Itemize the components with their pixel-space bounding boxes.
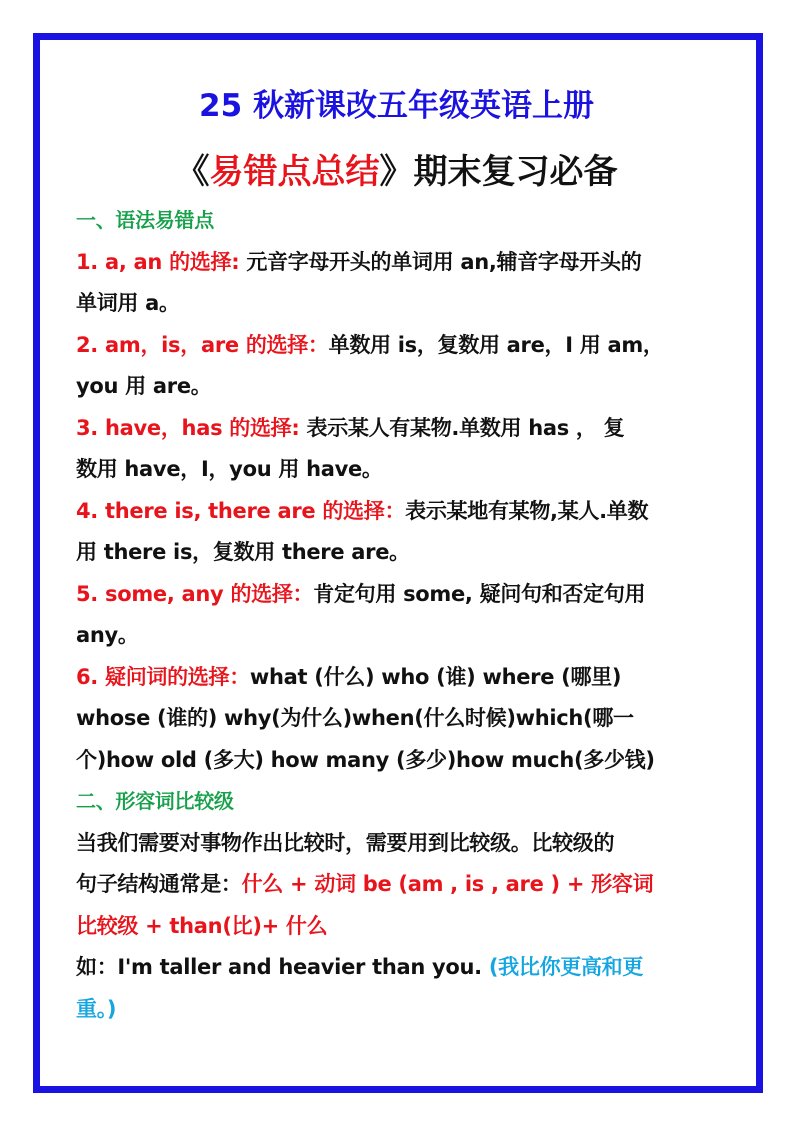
example-line-1 [76,947,726,989]
structure-formula-1: 什么 + 动词 be (am , is , are ) + 形容词 [241,872,654,896]
item-6-text-1: what (什么) who (谁) where (哪里) [249,664,622,689]
document-body [76,200,726,1030]
item-6-label: 6. 疑问词的选择： [76,664,250,689]
item-4-line-1 [76,491,726,533]
section2-intro: 当我们需要对事物作出比较时，需要用到比较级。比较级的 [76,830,615,855]
page-subtitle [0,148,793,196]
item-3-text-1: 表示某人有某物.单数用 has ， 复 [306,415,625,440]
item-2-line-2: you 用 are。 [76,374,212,398]
item-1-line-1 [76,242,726,284]
section2-heading: 二、形容词比较级 [76,789,234,813]
example-sentence: I'm taller and heavier than you. [117,955,482,979]
item-6-line-3: 个)how old (多大) how many (多少)how much(多少钱) [76,747,655,772]
page-title: 25 秋新课改五年级英语上册 [199,88,594,124]
item-2-text-1: 单数用 is，复数用 are，I 用 am， [328,332,664,357]
subtitle-rest: 》期末复习必备 [379,152,618,192]
example-label: 如： [76,955,118,979]
subtitle-open-bracket: 《 [175,152,210,192]
example-translation-1: (我比你更高和更 [488,955,644,979]
item-2-line-1 [76,325,726,367]
item-1-label: 1. a, an 的选择: [76,249,240,274]
item-1-text-1: 元音字母开头的单词用 an,辅音字母开头的 [246,249,642,274]
structure-formula-2: 比较级 + than(比)+ 什么 [76,913,328,938]
item-4-line-2: 用 there is，复数用 there are。 [76,540,410,564]
item-4-text-1: 表示某地有某物,某人.单数 [405,498,649,523]
item-3-label: 3. have，has 的选择: [76,415,300,440]
example-translation-2: 重。) [76,996,117,1021]
item-6-line-2: whose (谁的) why(为什么)when(什么时候)which(哪一 [76,706,634,730]
section1-heading: 一、语法易错点 [76,208,214,232]
item-5-label: 5. some, any 的选择： [76,581,314,606]
structure-label: 句子结构通常是： [76,872,242,896]
item-6-line-1 [76,657,726,699]
item-1-line-2: 单词用 a。 [76,291,180,315]
item-3-line-2: 数用 have，I，you 用 have。 [76,457,383,481]
item-2-label: 2. am，is，are 的选择： [76,332,329,357]
item-4-label: 4. there is, there are 的选择： [76,498,406,523]
item-5-text-1: 肯定句用 some, 疑问句和否定句用 [313,581,646,606]
subtitle-highlight: 易错点总结 [209,152,380,192]
structure-line-1 [76,864,726,906]
item-5-line-1 [76,574,726,616]
item-5-line-2: any。 [76,623,139,647]
item-3-line-1 [76,408,726,450]
